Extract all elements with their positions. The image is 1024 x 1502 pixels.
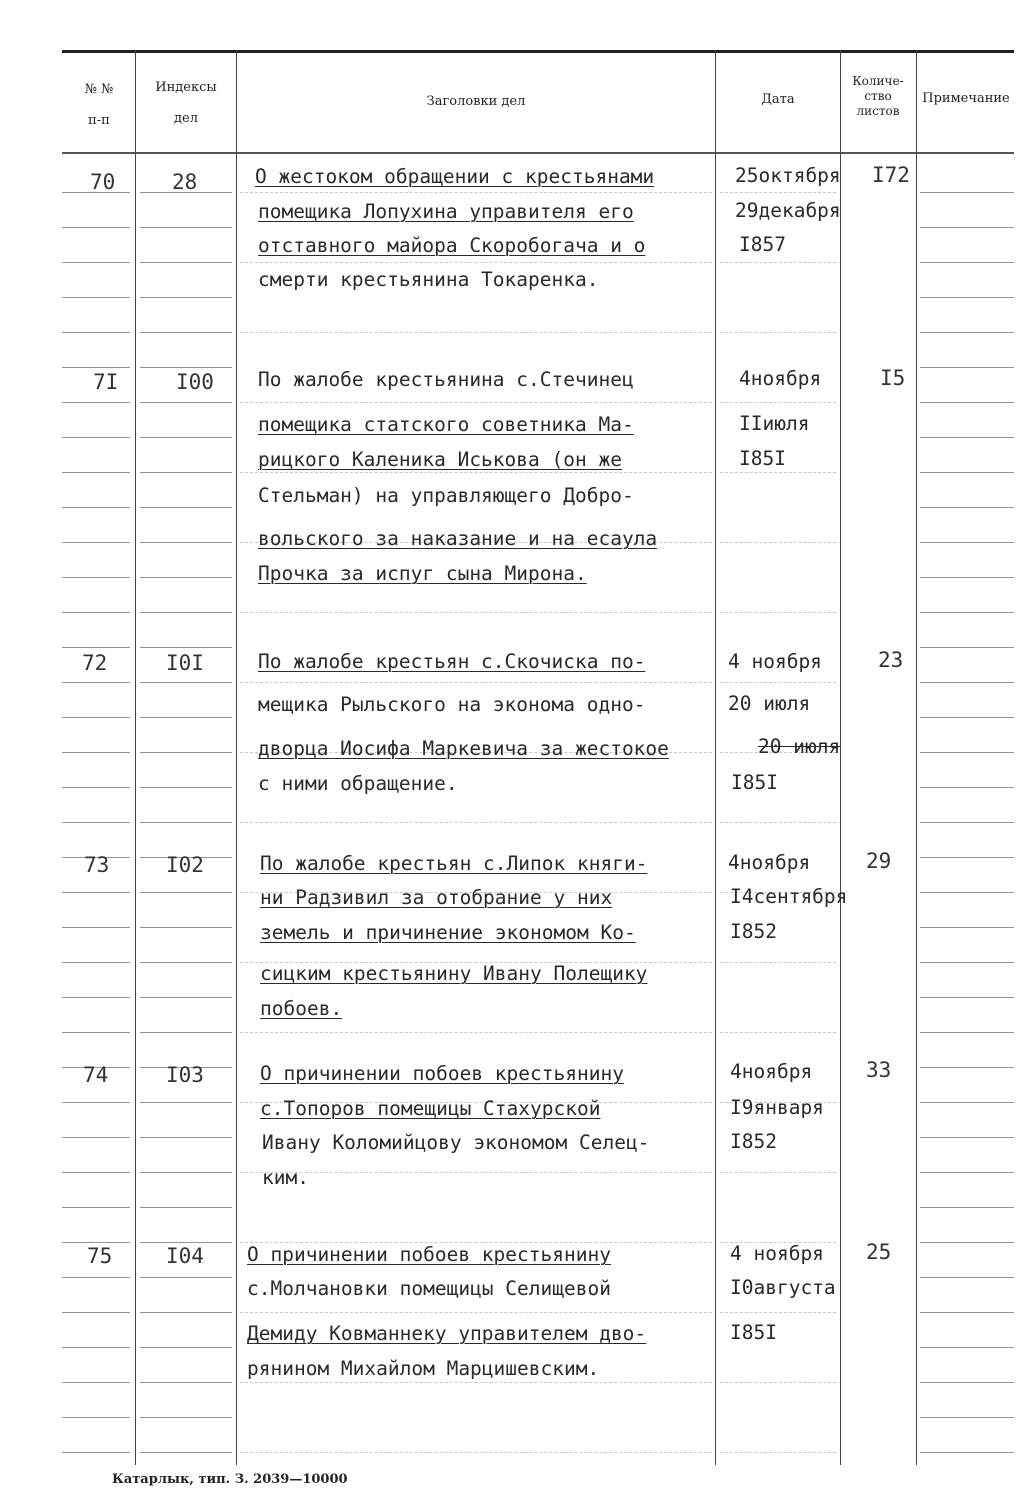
ruled-line <box>920 892 1014 893</box>
ruled-line <box>140 1172 232 1173</box>
ruled-line <box>62 1207 130 1208</box>
ruled-line <box>920 297 1014 298</box>
ruled-line <box>140 647 232 648</box>
ruled-line <box>140 997 232 998</box>
ruled-line <box>62 1137 130 1138</box>
ruled-line <box>140 437 232 438</box>
table-top-border <box>62 50 1014 53</box>
ruled-line <box>62 332 130 333</box>
title-line: с.Топоров помещицы Стахурской <box>260 1097 601 1120</box>
ruled-line <box>920 1102 1014 1103</box>
ruled-line <box>720 612 836 613</box>
ruled-line <box>920 1417 1014 1418</box>
ruled-line <box>920 857 1014 858</box>
ruled-line <box>920 367 1014 368</box>
title-line: смерти крестьянина Токаренка. <box>258 268 599 291</box>
title-line: Ивану Коломийцову экономом Селец- <box>262 1131 650 1154</box>
entry-index: I02 <box>166 853 204 877</box>
ruled-line <box>920 822 1014 823</box>
ruled-line <box>62 647 130 648</box>
ruled-line <box>920 1067 1014 1068</box>
date-start: 4ноября <box>728 851 811 874</box>
ruled-line <box>140 297 232 298</box>
ruled-line <box>920 192 1014 193</box>
date-start: 4ноября <box>730 1060 813 1083</box>
ruled-line <box>920 402 1014 403</box>
ruled-line <box>240 1172 712 1173</box>
date-end: I9января <box>730 1096 824 1119</box>
ruled-line <box>920 612 1014 613</box>
ruled-line <box>140 1207 232 1208</box>
title-line: ни Радзивил за отобрание у них <box>260 886 613 909</box>
title-line: вольского за наказание и на есаула <box>258 527 658 550</box>
ruled-line <box>920 577 1014 578</box>
ruled-line <box>62 1347 130 1348</box>
ruled-line <box>140 612 232 613</box>
ruled-line <box>920 437 1014 438</box>
ruled-line <box>140 1242 232 1243</box>
header-num: № № п-п <box>84 82 114 128</box>
ruled-line <box>720 402 836 403</box>
ruled-line <box>920 542 1014 543</box>
date-end: 29декабря <box>735 199 841 222</box>
ruled-line <box>720 542 836 543</box>
entry-number: 70 <box>90 170 116 194</box>
ruled-line <box>920 472 1014 473</box>
ruled-line <box>62 437 130 438</box>
entry-index: I03 <box>166 1063 204 1087</box>
ruled-line <box>62 402 130 403</box>
ruled-line <box>920 1207 1014 1208</box>
ruled-line <box>720 822 836 823</box>
title-line: Стельман) на управляющего Добро- <box>258 484 634 507</box>
ruled-line <box>140 542 232 543</box>
date-year: I852 <box>730 920 777 943</box>
ruled-line <box>140 962 232 963</box>
ruled-line <box>920 997 1014 998</box>
ruled-line <box>140 1312 232 1313</box>
entry-number: 75 <box>87 1244 113 1268</box>
column-divider <box>916 50 917 1465</box>
ruled-line <box>240 1312 712 1313</box>
title-line: с.Молчановки помещицы Селищевой <box>247 1277 611 1300</box>
ruled-line <box>920 332 1014 333</box>
ruled-line <box>920 1172 1014 1173</box>
ruled-line <box>240 402 712 403</box>
ruled-line <box>920 717 1014 718</box>
ruled-line <box>62 367 130 368</box>
ruled-line <box>240 1382 712 1383</box>
column-divider <box>236 50 237 1465</box>
ruled-line <box>62 1417 130 1418</box>
ruled-line <box>140 1137 232 1138</box>
ruled-line <box>140 787 232 788</box>
ruled-line <box>62 717 130 718</box>
ruled-line <box>62 1277 130 1278</box>
ruled-line <box>62 1382 130 1383</box>
sheet-count: 33 <box>866 1058 892 1082</box>
title-line: мещика Рыльского на эконома одно- <box>258 693 646 716</box>
ruled-line <box>62 1312 130 1313</box>
ruled-line <box>240 262 712 263</box>
ruled-line <box>720 1382 836 1383</box>
ruled-line <box>62 962 130 963</box>
ruled-line <box>140 1347 232 1348</box>
date-end: I0августа <box>730 1276 836 1299</box>
ruled-line <box>240 192 712 193</box>
title-line: О причинении побоев крестьянину <box>247 1243 611 1266</box>
date-start: 4 ноября <box>730 1242 824 1265</box>
title-line: побоев. <box>260 997 343 1020</box>
title-line: По жалобе крестьян с.Липок княги- <box>260 852 648 875</box>
ruled-line <box>140 227 232 228</box>
ruled-line <box>720 192 836 193</box>
ruled-line <box>62 927 130 928</box>
ruled-line <box>62 227 130 228</box>
ruled-line <box>920 682 1014 683</box>
ruled-line <box>140 262 232 263</box>
column-divider <box>715 50 716 1465</box>
date-start: 25октября <box>735 164 841 187</box>
ruled-line <box>920 507 1014 508</box>
entry-number: 74 <box>83 1063 109 1087</box>
ruled-line <box>140 472 232 473</box>
ruled-line <box>62 472 130 473</box>
ruled-line <box>920 227 1014 228</box>
title-line: ким. <box>262 1166 309 1189</box>
sheet-count: 23 <box>878 648 904 672</box>
ruled-line <box>62 892 130 893</box>
title-line: отставного майора Скоробогача и о <box>258 234 646 257</box>
entry-number: 73 <box>84 853 110 877</box>
date-struck: 20 июля <box>758 735 841 758</box>
title-line: помещика статского советника Ма- <box>258 413 634 436</box>
entry-index: 28 <box>172 170 198 194</box>
column-divider <box>135 50 136 1465</box>
ruled-line <box>240 332 712 333</box>
ruled-line <box>140 577 232 578</box>
ruled-line <box>240 612 712 613</box>
ruled-line <box>140 332 232 333</box>
date-end: I4сентября <box>730 885 848 908</box>
sheet-count: I5 <box>880 366 906 390</box>
date-end: 20 июля <box>728 692 811 715</box>
ruled-line <box>920 1382 1014 1383</box>
title-line: По жалобе крестьян с.Скочиска по- <box>258 650 646 673</box>
ruled-line <box>140 1277 232 1278</box>
ruled-line <box>62 1102 130 1103</box>
ruled-line <box>920 647 1014 648</box>
title-line: рицкого Каленика Иськова (он же <box>258 448 622 471</box>
ruled-line <box>920 1452 1014 1453</box>
ruled-line <box>62 507 130 508</box>
ruled-line <box>720 1032 836 1033</box>
title-line: помещика Лопухина управителя его <box>258 200 634 223</box>
ruled-line <box>140 1382 232 1383</box>
title-line: с ними обращение. <box>258 772 458 795</box>
ruled-line <box>62 262 130 263</box>
entry-index: I0I <box>166 651 204 675</box>
ruled-line <box>720 262 836 263</box>
ruled-line <box>140 402 232 403</box>
ruled-line <box>240 682 712 683</box>
date-year: I85I <box>730 1321 777 1344</box>
ruled-line <box>240 1032 712 1033</box>
ruled-line <box>920 1137 1014 1138</box>
header-bottom-border <box>62 152 1014 154</box>
ruled-line <box>720 1452 836 1453</box>
ruled-line <box>920 752 1014 753</box>
ruled-line <box>720 1312 836 1313</box>
date-year: I852 <box>730 1130 777 1153</box>
ruled-line <box>62 682 130 683</box>
ruled-line <box>140 927 232 928</box>
title-line: сицким крестьянину Ивану Полещику <box>260 962 648 985</box>
ruled-line <box>62 752 130 753</box>
header-sheets: Количе- ство листов <box>852 74 904 118</box>
ruled-line <box>920 1242 1014 1243</box>
ruled-line <box>140 1452 232 1453</box>
title-line: земель и причинение экономом Ко- <box>260 921 636 944</box>
title-line: О причинении побоев крестьянину <box>260 1062 624 1085</box>
ruled-line <box>240 472 712 473</box>
ruled-line <box>720 332 836 333</box>
date-year: I85I <box>739 447 786 470</box>
ruled-line <box>140 717 232 718</box>
entry-index: I00 <box>176 370 214 394</box>
sheet-count: 29 <box>866 849 892 873</box>
ruled-line <box>240 1452 712 1453</box>
date-start: 4ноября <box>739 367 822 390</box>
ruled-line <box>920 1032 1014 1033</box>
date-end: IIиюля <box>739 412 810 435</box>
ruled-line <box>920 962 1014 963</box>
ruled-line <box>62 787 130 788</box>
ruled-line <box>920 1347 1014 1348</box>
ruled-line <box>720 682 836 683</box>
ruled-line <box>62 997 130 998</box>
ruled-line <box>920 262 1014 263</box>
sheet-count: I72 <box>872 163 910 187</box>
date-year: I857 <box>739 233 786 256</box>
ruled-line <box>62 822 130 823</box>
ruled-line <box>62 612 130 613</box>
ruled-line <box>720 1172 836 1173</box>
ruled-line <box>62 1172 130 1173</box>
header-title: Заголовки дел <box>426 94 526 109</box>
date-year: I85I <box>731 771 778 794</box>
ruled-line <box>140 892 232 893</box>
ruled-line <box>920 927 1014 928</box>
title-line: О жестоком обращении с крестьянами <box>255 165 655 188</box>
header-note: Примечание <box>922 91 1010 106</box>
ruled-line <box>140 1102 232 1103</box>
ruled-line <box>140 367 232 368</box>
ruled-line <box>920 787 1014 788</box>
ruled-line <box>720 472 836 473</box>
header-date: Дата <box>761 92 795 107</box>
header-index: Индексы дел <box>155 80 217 126</box>
entry-number: 7I <box>93 370 119 394</box>
ruled-line <box>62 577 130 578</box>
ruled-line <box>140 507 232 508</box>
title-line: рянином Михайлом Марцишевским. <box>247 1357 600 1380</box>
ruled-line <box>720 962 836 963</box>
ruled-line <box>62 1452 130 1453</box>
title-line: дворца Иосифа Маркевича за жестокое <box>258 737 669 760</box>
title-line: Прочка за испуг сына Мирона. <box>258 562 587 585</box>
ruled-line <box>62 1032 130 1033</box>
sheet-count: 25 <box>866 1240 892 1264</box>
ruled-line <box>62 542 130 543</box>
printer-footer: Катарлык, тип. З. 2039—10000 <box>112 1472 348 1487</box>
ruled-line <box>140 1032 232 1033</box>
title-line: Демиду Ковманнеку управителем дво- <box>247 1322 647 1345</box>
ruled-line <box>140 1417 232 1418</box>
date-start: 4 ноября <box>728 650 822 673</box>
entry-number: 72 <box>82 651 108 675</box>
ruled-line <box>920 1312 1014 1313</box>
ruled-line <box>140 682 232 683</box>
entry-index: I04 <box>166 1244 204 1268</box>
ruled-line <box>140 822 232 823</box>
ruled-line <box>140 752 232 753</box>
ruled-line <box>62 1242 130 1243</box>
ruled-line <box>240 822 712 823</box>
title-line: По жалобе крестьянина с.Стечинец <box>258 368 634 391</box>
ruled-line <box>62 297 130 298</box>
ruled-line <box>920 1277 1014 1278</box>
